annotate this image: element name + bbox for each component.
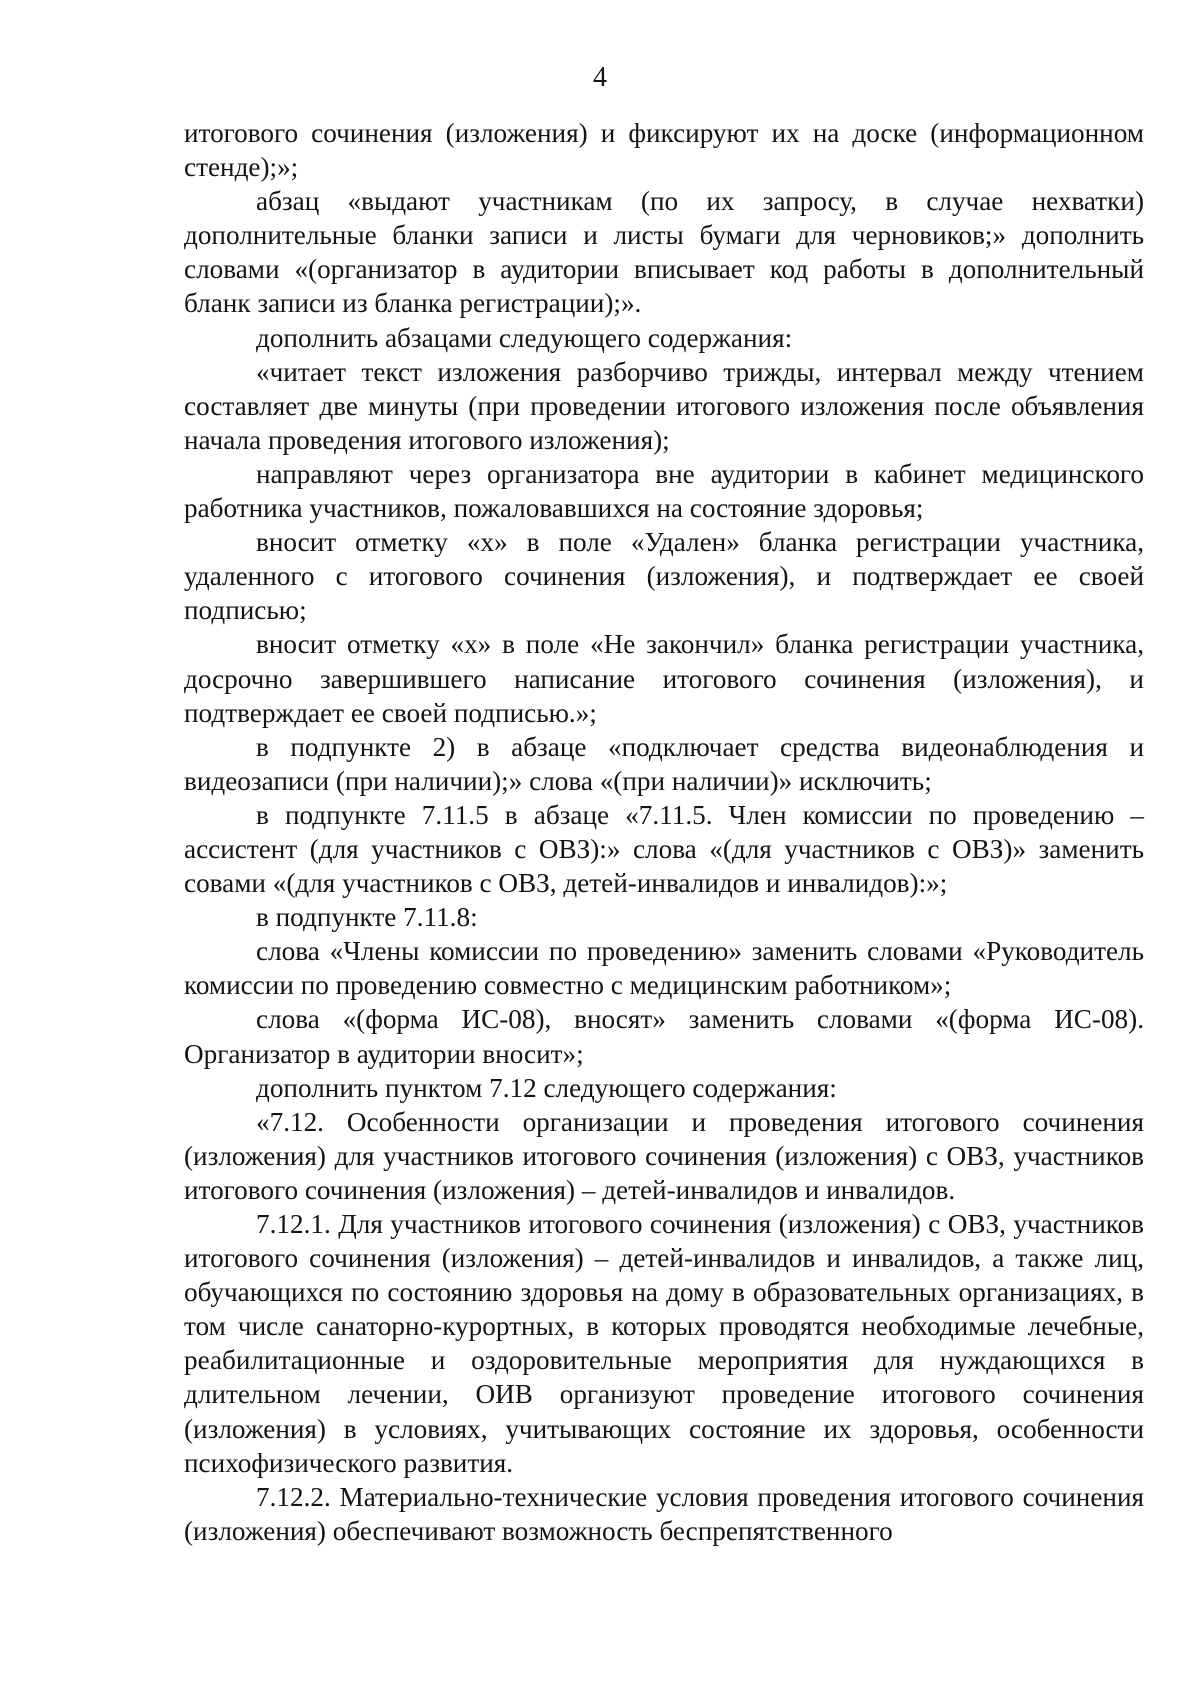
paragraph: абзац «выдают участникам (по их запросу, в случае нехватки) дополнительные бланки записи и листы бумаги для черновиков;» дополнить словами «(организатор в аудитории вписывает код работы в дополнительный бланк записи из бланка регистрации);». bbox=[184, 186, 1144, 319]
page-number: 4 bbox=[593, 62, 607, 93]
paragraph: итогового сочинения (изложения) и фиксируют их на доске (информационном стенде);»; bbox=[184, 118, 1144, 183]
paragraph: в подпункте 7.11.5 в абзаце «7.11.5. Член комиссии по проведению – ассистент (для участников с ОВЗ):» слова «(для участников с ОВЗ)» заменить совами «(для участников с ОВЗ, детей-инвалидов и инвалидов):»; bbox=[184, 799, 1144, 899]
paragraph: вносит отметку «х» в поле «Удален» бланка регистрации участника, удаленного с итогового сочинения (изложения), и подтверждает ее своей подписью; bbox=[184, 527, 1144, 626]
paragraph: в подпункте 2) в абзаце «подключает средства видеонаблюдения и видеозаписи (при наличии);» слова «(при наличии)» исключить; bbox=[184, 731, 1144, 796]
paragraph: дополнить пунктом 7.12 следующего содержания: bbox=[256, 1072, 837, 1103]
paragraph: 7.12.1. Для участников итогового сочинения (изложения) с ОВЗ, участников итогового сочинения (изложения) – детей-инвалидов и инвалидов, а также лиц, обучающихся по состоянию здоровья на дому в образовательных организациях, в том числе санаторно-курортных, в которых проводятся необходимые лечебные, реабилитационные и оздоровительные мероприятия для нуждающихся в длительном лечении, ОИВ организуют проведение итогового сочинения (изложения) в условиях, учитывающих состояние их здоровья, особенности психофизического развития. bbox=[184, 1209, 1144, 1478]
paragraph: слова «(форма ИС-08), вносят» заменить словами «(форма ИС-08). Организатор в аудитории вносит»; bbox=[184, 1004, 1144, 1069]
document-body bbox=[184, 116, 1144, 1548]
paragraph: дополнить абзацами следующего содержания: bbox=[256, 322, 793, 353]
paragraph: слова «Члены комиссии по проведению» заменить словами «Руководитель комиссии по проведению совместно с медицинским работником»; bbox=[184, 936, 1144, 1001]
paragraph: вносит отметку «х» в поле «Не закончил» бланка регистрации участника, досрочно завершившего написание итогового сочинения (изложения), и подтверждает ее своей подписью.»; bbox=[184, 629, 1144, 728]
paragraph: «7.12. Особенности организации и проведения итогового сочинения (изложения) для участников итогового сочинения (изложения) с ОВЗ, участников итогового сочинения (изложения) – детей-инвалидов и инвалидов. bbox=[184, 1106, 1144, 1205]
paragraph: направляют через организатора вне аудитории в кабинет медицинского работника участников, пожаловавшихся на состояние здоровья; bbox=[184, 458, 1144, 524]
paragraph: 7.12.2. Материально-технические условия проведения итогового сочинения (изложения) обеспечивают возможность беспрепятственного bbox=[184, 1481, 1144, 1546]
paragraph: в подпункте 7.11.8: bbox=[256, 902, 478, 933]
paragraph: «читает текст изложения разборчиво трижды, интервал между чтением составляет две минуты (при проведении итогового изложения после объявления начала проведения итогового изложения); bbox=[184, 356, 1144, 455]
